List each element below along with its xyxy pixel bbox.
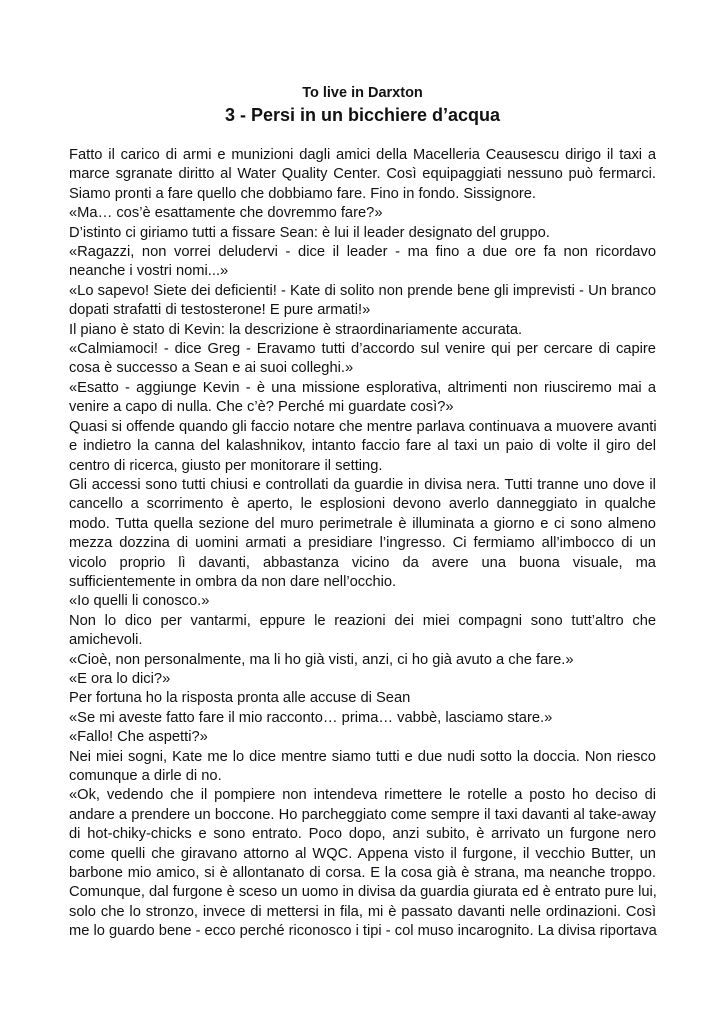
- text-line: Fatto il carico di armi e munizioni dagli amici della Macelleria Ceausescu dirigo il taxi a: [69, 147, 657, 163]
- text-line: «Esatto - aggiunge Kevin - è una missione esplorativa, altrimenti non riusciremo mai a: [69, 379, 657, 396]
- paragraph: [69, 709, 656, 728]
- text-line: Non lo dico per vantarmi, eppure le reazioni dei miei compagni sono tutt’altro che: [69, 612, 657, 629]
- text-line: e indietro la canna del kalashnikov, intanto faccio fare al taxi un paio di volte il giro del: [69, 438, 657, 455]
- paragraph: [69, 612, 656, 651]
- text-line: «Ma… cos’è esattamente che dovremmo fare?»: [69, 205, 383, 222]
- paragraph: [69, 243, 656, 282]
- text-line: «Lo sapevo! Siete dei deficienti! - Kate di solito non prende bene gli imprevisti - Un branco: [69, 282, 656, 299]
- text-line: cancello a scorrimento è aperto, le esplosioni devono averlo danneggiato in qualche: [69, 496, 656, 513]
- paragraph: [69, 224, 656, 243]
- text-line: sufficientemente in ombra da non dare nell’occhio.: [69, 573, 397, 590]
- text-line: Per fortuna ho la risposta pronta alle accuse di Sean: [69, 690, 411, 707]
- text-line: «Cioè, non personalmente, ma li ho già visti, anzi, ci ho già avuto a che fare.»: [69, 651, 574, 668]
- text-line: D’istinto ci giriamo tutti a fissare Sean: è lui il leader designato del gruppo.: [69, 224, 550, 241]
- paragraph: [69, 651, 656, 670]
- text-line: marce sgranate diritto al Water Quality Center. Così equipaggiati nessuno può fermarci.: [69, 166, 656, 183]
- body-text: [69, 146, 656, 942]
- chapter-title: 3 - Persi in un bicchiere d’acqua: [224, 105, 501, 125]
- text-line: «Ok, vedendo che il pompiere non intendeva rimettere le rotelle a posto ho deciso di: [69, 787, 657, 804]
- paragraph: [69, 204, 656, 223]
- text-line: amichevoli.: [69, 632, 143, 649]
- text-line: andare a prendere un boccone. Ho parcheggiato come sempre il taxi davanti al take-away: [69, 806, 656, 823]
- paragraph: [69, 748, 656, 787]
- paragraph: [69, 476, 656, 592]
- paragraph: [69, 146, 656, 204]
- paragraph: [69, 418, 656, 476]
- text-line: comunque a dirle di no.: [69, 768, 222, 784]
- text-line: centro di ricerca, giusto per monitorare il setting.: [69, 457, 383, 474]
- paragraph: [69, 728, 656, 747]
- paragraph: [69, 379, 656, 418]
- paragraph: [69, 689, 656, 708]
- text-line: Siamo pronti a fare quello che dobbiamo fare. Fino in fondo. Sissignore.: [69, 185, 537, 202]
- paragraph: [69, 321, 656, 340]
- text-line: «Se mi aveste fatto fare il mio racconto… prima… vabbè, lasciamo stare.»: [69, 709, 553, 726]
- paragraph: [69, 670, 656, 689]
- text-line: «Ragazzi, non vorrei deludervi - dice il leader - ma fino a due ore fa non ricordavo: [69, 244, 656, 261]
- text-line: modo. Tutta quella sezione del muro perimetrale è illuminata a giorno e ci sono almeno: [69, 515, 656, 532]
- text-line: vicolo proprio lì davanti, abbastanza vicino da avere una buona visuale, ma: [69, 554, 656, 571]
- text-line: dopati strafatti di testosterone! E pure armati!»: [69, 302, 371, 319]
- text-line: barbone mio amico, si è allontanato di corsa. E la cosa già è strana, ma neanche troppo.: [69, 865, 656, 882]
- text-line: Il piano è stato di Kevin: la descrizione è straordinariamente accurata.: [69, 321, 523, 338]
- text-line: Quasi si offende quando gli faccio notare che mentre parlava continuava a muovere avanti: [69, 418, 657, 435]
- text-line: solo che lo stronzo, invece di mettersi in fila, mi è passato davanti nelle ordinazioni. Così: [69, 903, 657, 920]
- text-line: Gli accessi sono tutti chiusi e controllati da guardie in divisa nera. Tutti tranne uno dove il: [69, 476, 656, 493]
- text-line: di hot-chiky-chicks e sono entrato. Poco dopo, anzi subito, è arrivato un furgone nero: [69, 826, 657, 843]
- paragraph: [69, 786, 656, 941]
- text-line: «Calmiamoci! - dice Greg - Eravamo tutti d’accordo sul venire qui per cercare di capire: [69, 341, 656, 358]
- text-line: «E ora lo dici?»: [69, 670, 171, 687]
- text-line: Comunque, dal furgone è sceso un uomo in divisa da guardia giurata ed è entrato pure lui,: [69, 884, 657, 901]
- series-title: To live in Darxton: [302, 85, 423, 101]
- paragraph: [69, 592, 656, 611]
- text-line: come quelli che giravano attorno al WQC. Appena visto il furgone, il vecchio Butter, un: [69, 845, 656, 862]
- text-line: «Io quelli li conosco.»: [69, 593, 210, 610]
- paragraph: [69, 340, 656, 379]
- text-line: mezza dozzina di uomini armati a presidiare l’ingresso. Ci fermiamo all’imbocco di un: [69, 535, 656, 552]
- text-line: Nei miei sogni, Kate me lo dice mentre siamo tutti e due nudi sotto la doccia. Non riesco: [69, 748, 656, 765]
- text-line: «Fallo! Che aspetti?»: [69, 729, 208, 746]
- text-line: venire a capo di nulla. Che c’è? Perché mi guardate così?»: [69, 399, 454, 416]
- text-line: neanche i vostri nomi...»: [69, 263, 229, 280]
- paragraph: [69, 282, 656, 321]
- text-line: cosa è successo a Sean e ai suoi colleghi.»: [69, 360, 354, 377]
- text-line: me lo guardo bene - ecco perché riconosco i tipi - col muso incarognito. La divisa riportava: [69, 923, 657, 940]
